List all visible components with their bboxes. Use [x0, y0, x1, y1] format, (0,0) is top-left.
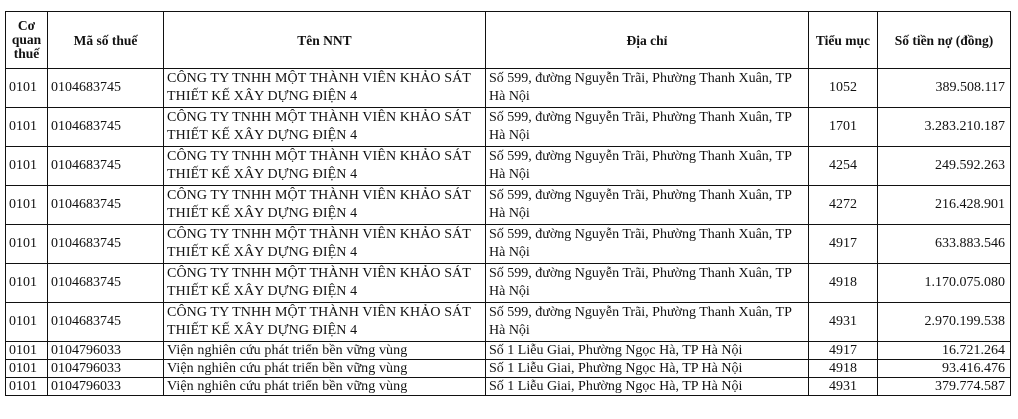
cell-sub-item: 4931 [809, 303, 878, 342]
cell-name: CÔNG TY TNHH MỘT THÀNH VIÊN KHẢO SÁT THIẾT KẾ XÂY DỰNG ĐIỆN 4 [164, 69, 486, 108]
table-row [6, 360, 1011, 378]
cell-address: Số 1 Liễu Giai, Phường Ngọc Hà, TP Hà Nội [486, 360, 809, 378]
cell-name: Viện nghiên cứu phát triển bền vững vùng [164, 360, 486, 378]
cell-amount: 389.508.117 [878, 69, 1011, 108]
cell-address: Số 599, đường Nguyễn Trãi, Phường Thanh Xuân, TP Hà Nội [486, 264, 809, 303]
cell-name: CÔNG TY TNHH MỘT THÀNH VIÊN KHẢO SÁT THIẾT KẾ XÂY DỰNG ĐIỆN 4 [164, 147, 486, 186]
header-agency: Cơ quan thuế [6, 12, 48, 69]
cell-sub-item: 4931 [809, 378, 878, 396]
cell-name: Viện nghiên cứu phát triển bền vững vùng [164, 378, 486, 396]
cell-tax-code: 0104796033 [48, 378, 164, 396]
header-tax-code: Mã số thuế [48, 12, 164, 69]
cell-agency: 0101 [6, 303, 48, 342]
cell-sub-item: 4917 [809, 342, 878, 360]
cell-agency: 0101 [6, 186, 48, 225]
cell-tax-code: 0104683745 [48, 225, 164, 264]
cell-agency: 0101 [6, 225, 48, 264]
cell-amount: 3.283.210.187 [878, 108, 1011, 147]
cell-sub-item: 1052 [809, 69, 878, 108]
cell-tax-code: 0104683745 [48, 264, 164, 303]
cell-name: CÔNG TY TNHH MỘT THÀNH VIÊN KHẢO SÁT THIẾT KẾ XÂY DỰNG ĐIỆN 4 [164, 225, 486, 264]
cell-address: Số 1 Liễu Giai, Phường Ngọc Hà, TP Hà Nội [486, 342, 809, 360]
cell-amount: 249.592.263 [878, 147, 1011, 186]
cell-address: Số 599, đường Nguyễn Trãi, Phường Thanh Xuân, TP Hà Nội [486, 186, 809, 225]
cell-address: Số 599, đường Nguyễn Trãi, Phường Thanh Xuân, TP Hà Nội [486, 303, 809, 342]
table-row [6, 378, 1011, 396]
cell-sub-item: 4272 [809, 186, 878, 225]
cell-amount: 633.883.546 [878, 225, 1011, 264]
cell-address: Số 1 Liễu Giai, Phường Ngọc Hà, TP Hà Nội [486, 378, 809, 396]
table-row [6, 108, 1011, 147]
table-row [6, 264, 1011, 303]
cell-amount: 216.428.901 [878, 186, 1011, 225]
cell-name: CÔNG TY TNHH MỘT THÀNH VIÊN KHẢO SÁT THIẾT KẾ XÂY DỰNG ĐIỆN 4 [164, 264, 486, 303]
cell-agency: 0101 [6, 147, 48, 186]
header-name: Tên NNT [164, 12, 486, 69]
cell-tax-code: 0104796033 [48, 360, 164, 378]
cell-sub-item: 4918 [809, 360, 878, 378]
cell-sub-item: 1701 [809, 108, 878, 147]
cell-sub-item: 4254 [809, 147, 878, 186]
cell-amount: 1.170.075.080 [878, 264, 1011, 303]
table-header-row [6, 12, 1011, 69]
cell-tax-code: 0104683745 [48, 69, 164, 108]
cell-agency: 0101 [6, 378, 48, 396]
tax-debt-document [5, 11, 1011, 396]
table-row [6, 69, 1011, 108]
cell-name: CÔNG TY TNHH MỘT THÀNH VIÊN KHẢO SÁT THIẾT KẾ XÂY DỰNG ĐIỆN 4 [164, 303, 486, 342]
table-row [6, 186, 1011, 225]
cell-address: Số 599, đường Nguyễn Trãi, Phường Thanh Xuân, TP Hà Nội [486, 225, 809, 264]
cell-amount: 16.721.264 [878, 342, 1011, 360]
header-sub-item: Tiểu mục [809, 12, 878, 69]
cell-tax-code: 0104683745 [48, 147, 164, 186]
header-address: Địa chỉ [486, 12, 809, 69]
cell-name: CÔNG TY TNHH MỘT THÀNH VIÊN KHẢO SÁT THIẾT KẾ XÂY DỰNG ĐIỆN 4 [164, 186, 486, 225]
table-row [6, 147, 1011, 186]
cell-name: CÔNG TY TNHH MỘT THÀNH VIÊN KHẢO SÁT THIẾT KẾ XÂY DỰNG ĐIỆN 4 [164, 108, 486, 147]
cell-sub-item: 4918 [809, 264, 878, 303]
cell-tax-code: 0104796033 [48, 342, 164, 360]
cell-agency: 0101 [6, 108, 48, 147]
cell-name: Viện nghiên cứu phát triển bền vững vùng [164, 342, 486, 360]
cell-tax-code: 0104683745 [48, 108, 164, 147]
header-amount: Số tiền nợ (đồng) [878, 12, 1011, 69]
cell-amount: 379.774.587 [878, 378, 1011, 396]
table-row [6, 303, 1011, 342]
cell-agency: 0101 [6, 360, 48, 378]
cell-sub-item: 4917 [809, 225, 878, 264]
cell-tax-code: 0104683745 [48, 186, 164, 225]
cell-agency: 0101 [6, 264, 48, 303]
cell-tax-code: 0104683745 [48, 303, 164, 342]
table-row [6, 342, 1011, 360]
table-row [6, 225, 1011, 264]
cell-amount: 2.970.199.538 [878, 303, 1011, 342]
cell-address: Số 599, đường Nguyễn Trãi, Phường Thanh Xuân, TP Hà Nội [486, 147, 809, 186]
cell-agency: 0101 [6, 342, 48, 360]
cell-agency: 0101 [6, 69, 48, 108]
cell-amount: 93.416.476 [878, 360, 1011, 378]
cell-address: Số 599, đường Nguyễn Trãi, Phường Thanh Xuân, TP Hà Nội [486, 108, 809, 147]
cell-address: Số 599, đường Nguyễn Trãi, Phường Thanh Xuân, TP Hà Nội [486, 69, 809, 108]
tax-debt-table [5, 11, 1011, 396]
